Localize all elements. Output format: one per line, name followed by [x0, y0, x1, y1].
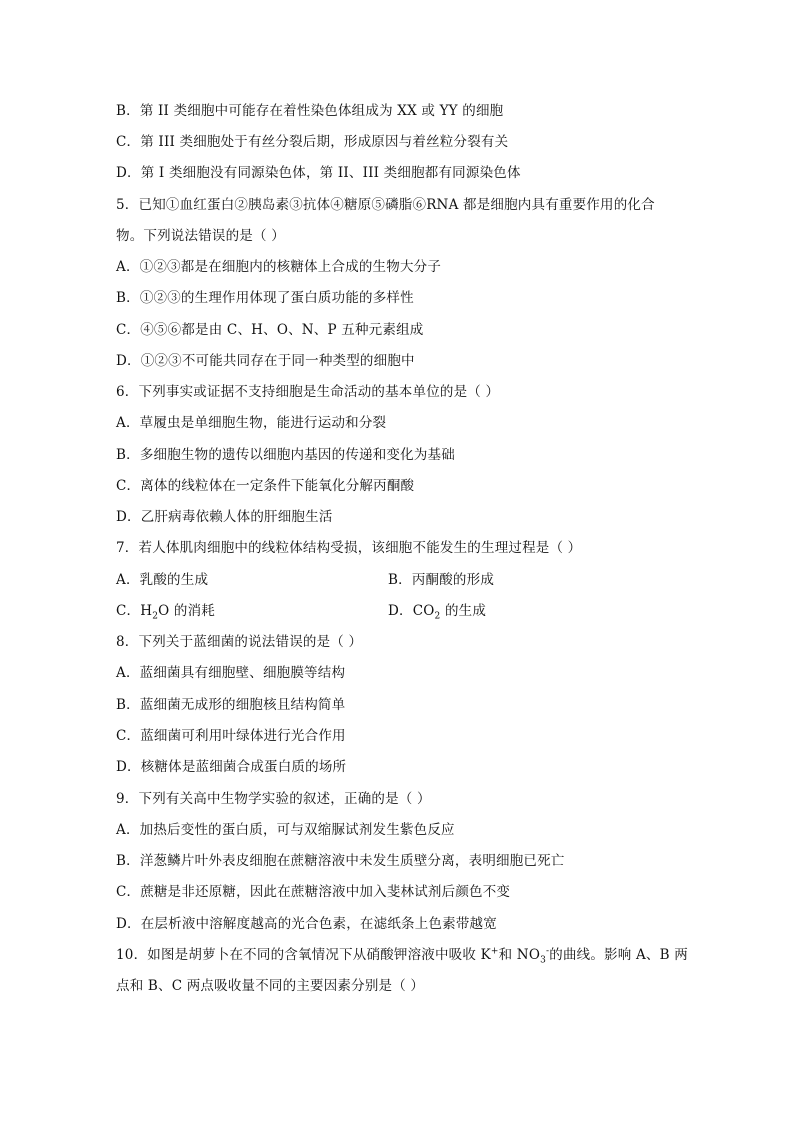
- q8-option-d: D．核糖体是蓝细菌合成蛋白质的场所: [116, 759, 347, 775]
- q4-option-d: D．第 I 类细胞没有同源染色体，第 II、III 类细胞都有同源染色体: [116, 165, 521, 181]
- q6-option-c: C．离体的线粒体在一定条件下能氧化分解丙酮酸: [116, 478, 415, 494]
- q5-option-a: A．①②③都是在细胞内的核糖体上合成的生物大分子: [116, 259, 442, 275]
- q5-option-b: B．①②③的生理作用体现了蛋白质功能的多样性: [116, 290, 414, 306]
- q7-option-c: [116, 601, 215, 621]
- q9-option-d: D．在层析液中溶解度越高的光合色素，在滤纸条上色素带越宽: [116, 916, 497, 932]
- q10-stem-mid: 和 NO: [498, 947, 541, 963]
- q8-stem: 8．下列关于蓝细菌的说法错误的是（ ）: [116, 634, 363, 650]
- q8-option-b: B．蓝细菌无成形的细胞核且结构简单: [116, 697, 346, 713]
- q7-option-c-pre: C．H: [116, 603, 153, 619]
- q7-option-d-pre: D．CO: [388, 603, 435, 619]
- q5-option-d: D．①②③不可能共同存在于同一种类型的细胞中: [116, 353, 415, 369]
- q7-option-d: [388, 601, 486, 621]
- q8-option-c: C．蓝细菌可利用叶绿体进行光合作用: [116, 728, 346, 744]
- q10-no3-sub: 3: [540, 955, 547, 966]
- q9-stem: 9．下列有关高中生物学实验的叙述，正确的是（ ）: [116, 791, 431, 807]
- q6-option-d: D．乙肝病毒依赖人体的肝细胞生活: [116, 509, 333, 525]
- q7-option-a: A．乳酸的生成: [116, 572, 209, 588]
- q10-no3-charge: -: [546, 946, 550, 957]
- q8-option-a: A．蓝细菌具有细胞壁、细胞膜等结构: [116, 665, 346, 681]
- q10-stem-line2: 点和 B、C 两点吸收量不同的主要因素分别是（ ）: [116, 978, 425, 994]
- q7-option-d-post: 的生成: [440, 603, 487, 619]
- q7-option-d-sub: 2: [434, 611, 441, 622]
- q9-option-b: B．洋葱鳞片叶外表皮细胞在蔗糖溶液中未发生质壁分离，表明细胞已死亡: [116, 853, 565, 869]
- q6-option-a: A．草履虫是单细胞生物，能进行运动和分裂: [116, 415, 387, 431]
- q5-stem-line1: 5．已知①血红蛋白②胰岛素③抗体④糖原⑤磷脂⑥RNA 都是细胞内具有重要作用的化合: [116, 197, 655, 213]
- q10-k-charge: +: [490, 946, 499, 957]
- q7-stem: 7．若人体肌肉细胞中的线粒体结构受损，该细胞不能发生的生理过程是（ ）: [116, 540, 582, 556]
- q6-stem: 6．下列事实或证据不支持细胞是生命活动的基本单位的是（ ）: [116, 384, 500, 400]
- q9-option-c: C．蔗糖是非还原糖，因此在蔗糖溶液中加入斐林试剂后颜色不变: [116, 884, 511, 900]
- q9-option-a: A．加热后变性的蛋白质，可与双缩脲试剂发生紫色反应: [116, 822, 455, 838]
- q4-option-b: B．第 II 类细胞中可能存在着性染色体组成为 XX 或 YY 的细胞: [116, 103, 504, 119]
- q4-option-c: C．第 III 类细胞处于有丝分裂后期，形成原因与着丝粒分裂有关: [116, 134, 509, 150]
- q10-stem-post: 的曲线。影响 A、B 两: [549, 947, 688, 963]
- q6-option-b: B．多细胞生物的遗传以细胞内基因的传递和变化为基础: [116, 447, 455, 463]
- q10-stem-pre: 10．如图是胡萝卜在不同的含氧情况下从硝酸钾溶液中吸收 K: [116, 947, 491, 963]
- q5-option-c: C．④⑤⑥都是由 C、H、O、N、P 五种元素组成: [116, 322, 424, 338]
- q7-option-c-sub: 2: [152, 611, 159, 622]
- q7-option-c-post: O 的消耗: [158, 603, 215, 619]
- q10-stem-line1: [116, 945, 688, 965]
- q7-option-b: B．丙酮酸的形成: [388, 572, 495, 588]
- q5-stem-line2: 物。下列说法错误的是（ ）: [116, 228, 285, 244]
